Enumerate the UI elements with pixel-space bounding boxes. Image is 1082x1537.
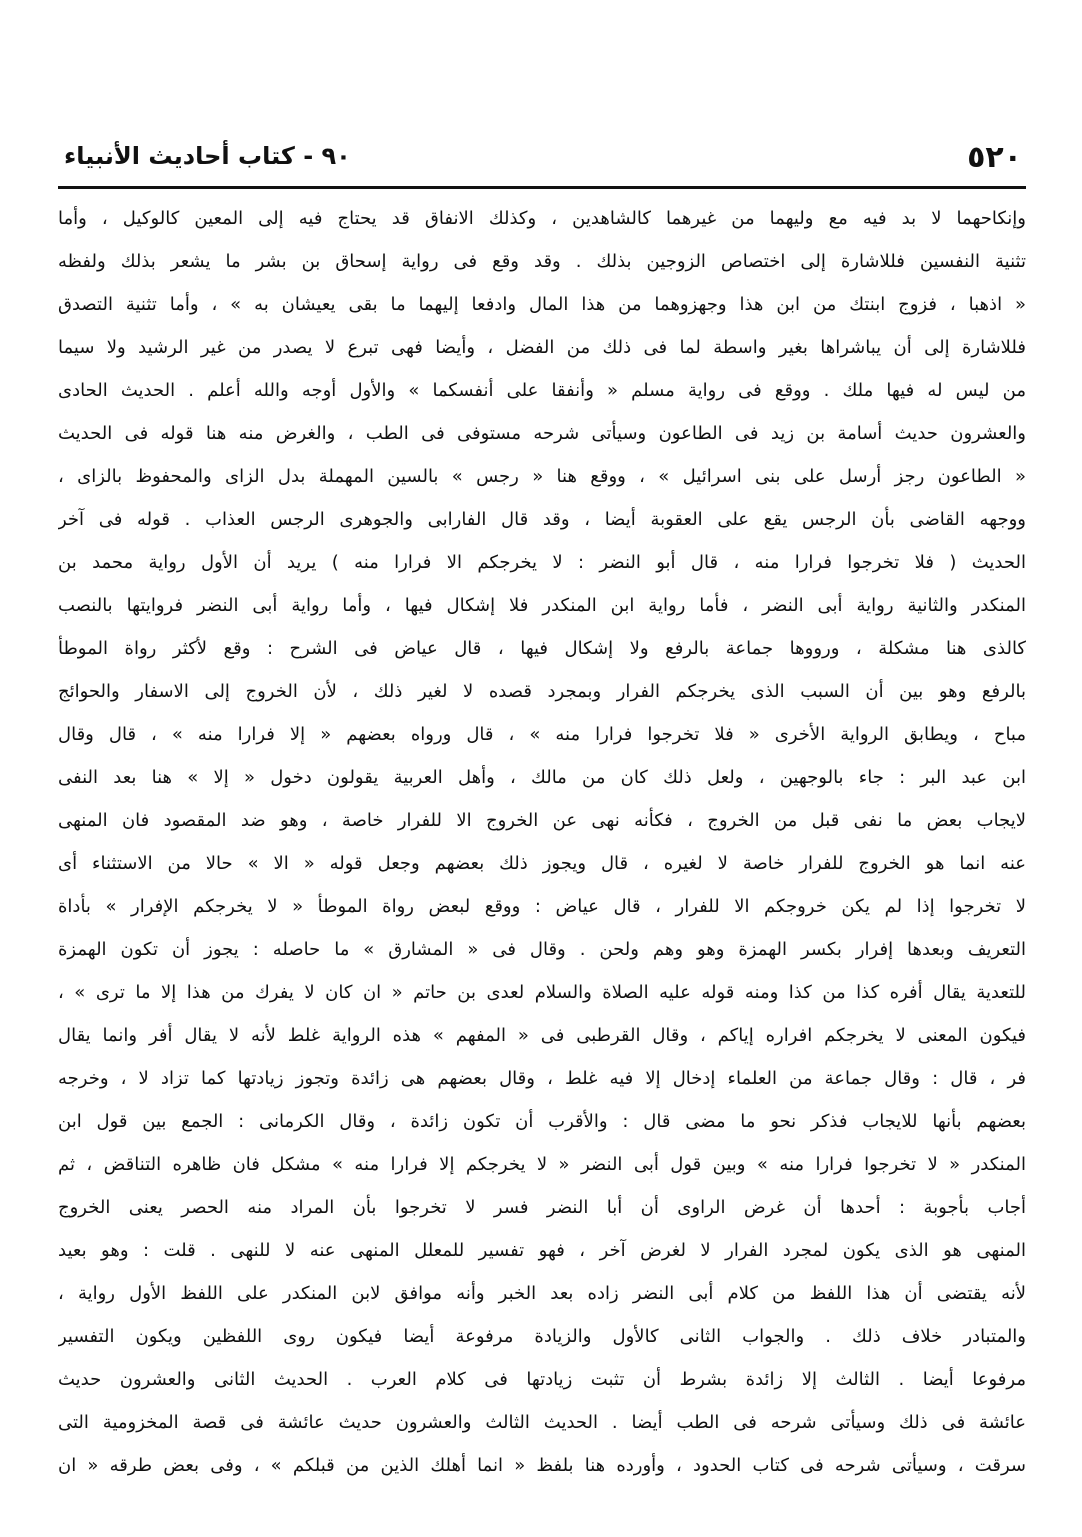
text-line: للتعدية يقال أفره كذا من كذا ومنه قوله عليه الصلاة والسلام لعدى بن حاتم « ان كان لا يفرك من هذا إلا ما ترى » ، [58,982,1026,1003]
text-line: تثنية النفسين فللاشارة إلى اختصاص الزوجين بذلك . وقد وقع فى رواية إسحاق بن بشر ما يشعر بذلك ولفظه [58,251,1026,272]
text-line: من ليس له فيها ملك . ووقع فى رواية مسلم « وأنفقا على أنفسكما » والأول أوجه والله أعلم . الحديث الحادى [58,380,1026,401]
text-line: لا تخرجوا إذا لم يكن خروجكم الا للفرار ، قال عياض : ووقع لبعض رواة الموطأ « لا يخرجكم الإفرار » بأداة [58,896,1026,917]
text-line: ابن عبد البر : جاء بالوجهين ، ولعل ذلك كان من مالك ، وأهل العربية يقولون دخول « إلا » هنا بعد النفى [58,767,1026,788]
page-header [58,130,1026,189]
text-line: المنكدر « لا تخرجوا فرارا منه » وبين قول أبى النضر « لا يخرجكم إلا فرارا منه » مشكل فان ظاهره التناقض ، ثم [58,1154,1026,1175]
text-line: بعضهم بأنها للايجاب فذكر نحو ما مضى قال : والأقرب أن تكون زائدة ، وقال الكرمانى : الجمع بين قول ابن [58,1111,1026,1132]
body-text [58,197,1026,1487]
page-number: ٥٢٠ [967,140,1022,175]
text-line: وإنكاحهما لا بد فيه مع وليهما من غيرهما كالشاهدين ، وكذلك الانفاق قد يحتاج فيه إلى المعين كالوكيل ، وأما [58,208,1026,229]
text-line: المنهى هو الذى يكون لمجرد الفرار لا لغرض آخر ، فهو تفسير للمعلل المنهى عنه لا للنهى . قلت : وهو بعيد [58,1240,1026,1261]
text-line: كالذى هنا مشكلة ، ورووها جماعة بالرفع ولا إشكال فيها ، قال عياض فى الشرح : وقع لأكثر رواة الموطأ [58,638,1026,659]
running-title: ٩٠ - كتاب أحاديث الأنبياء [64,142,351,170]
text-line: فيكون المعنى لا يخرجكم افراره إياكم ، وقال القرطبى فى « المفهم » هذه الرواية غلط لأنه لا يقال أفر وانما يقال [58,1025,1026,1046]
text-line: والمتبادر خلاف ذلك . والجواب الثانى كالأول والزيادة مرفوعة أيضا فيكون روى اللفظين ويكون التفسير [58,1326,1026,1347]
text-line: سرقت ، وسيأتى شرحه فى كتاب الحدود ، وأورده هنا بلفظ « انما أهلك الذين من قبلكم » ، وفى بعض طرقه « ان [58,1455,1026,1476]
text-line: فر ، قال : وقال جماعة من العلماء إدخال إلا فيه غلط ، وقال بعضهم هى زائدة وتجوز زيادتها كما تزاد لا ، وخرجه [58,1068,1026,1089]
text-line: ووجهه القاضى بأن الرجس يقع على العقوبة أيضا ، وقد قال الفارابى والجوهرى الرجس العذاب . قوله فى آخر [58,509,1026,530]
text-line: أجاب بأجوبة : أحدها أن غرض الراوى أن أبا النضر فسر لا تخرجوا بأن المراد منه الحصر يعنى الخروج [58,1197,1026,1218]
text-line: فللاشارة إلى أن يباشراها بغير واسطة لما فى ذلك من الفضل ، وأيضا فهى تبرع لا يصدر من غير الرشيد ولا سيما [58,337,1026,358]
text-line: مرفوعا أيضا . الثالث إلا زائدة بشرط أن تثبت زيادتها فى كلام العرب . الحديث الثانى والعشرون حديث [58,1369,1026,1390]
text-line: « الطاعون رجز أرسل على بنى اسرائيل » ، ووقع هنا « رجس » بالسين المهملة بدل الزاى والمحفوظ بالزاى ، [58,466,1026,487]
text-line: لأنه يقتضى أن هذا اللفظ من كلام أبى النضر زاده بعد الخبر وأنه موافق لابن المنكدر على اللفظ الأول رواية ، [58,1283,1026,1304]
text-line: لايجاب بعض ما نفى قبل من الخروج ، فكأنه نهى عن الخروج الا للفرار خاصة ، وهو ضد المقصود فان المنهى [58,810,1026,831]
text-line: التعريف وبعدها إفرار بكسر الهمزة وهو وهم ولحن . وقال فى « المشارق » ما حاصله : يجوز أن تكون الهمزة [58,939,1026,960]
book-page [58,130,1026,1487]
text-line: والعشرون حديث أسامة بن زيد فى الطاعون وسيأتى شرحه مستوفى فى الطب ، والغرض منه هنا قوله فى الحديث [58,423,1026,444]
text-line: بالرفع وهو بين أن السبب الذى يخرجكم الفرار وبمجرد قصده لا لغير ذلك ، لأن الخروج إلى الاسفار والحوائج [58,681,1026,702]
text-line: المنكدر والثانية رواية أبى النضر ، فأما رواية ابن المنكدر فلا إشكال فيها ، وأما رواية أبى النضر فروايتها بالنصب [58,595,1026,616]
text-line: عائشة فى ذلك وسيأتى شرحه فى الطب أيضا . الحديث الثالث والعشرون حديث عائشة فى قصة المخزومية التى [58,1412,1026,1433]
text-line: الحديث ( فلا تخرجوا فرارا منه ، قال أبو النضر : لا يخرجكم الا فرارا منه ) يريد أن الأول رواية محمد بن [58,552,1026,573]
text-line: عنه انما هو الخروج للفرار خاصة لا لغيره ، قال ويجوز ذلك بعضهم وجعل قوله « الا » حالا من الاستثناء أى [58,853,1026,874]
text-line: « اذهبا ، فزوج ابنتك من ابن هذا وجهزوهما من هذا المال وادفعا إليهما ما بقى يعيشان به » ، وأما تثنية التصدق [58,294,1026,315]
text-line: مباح ، ويطابق الرواية الأخرى « فلا تخرجوا فرارا منه » ، قال ورواه بعضهم « إلا فرارا منه » ، قال وقال [58,724,1026,745]
